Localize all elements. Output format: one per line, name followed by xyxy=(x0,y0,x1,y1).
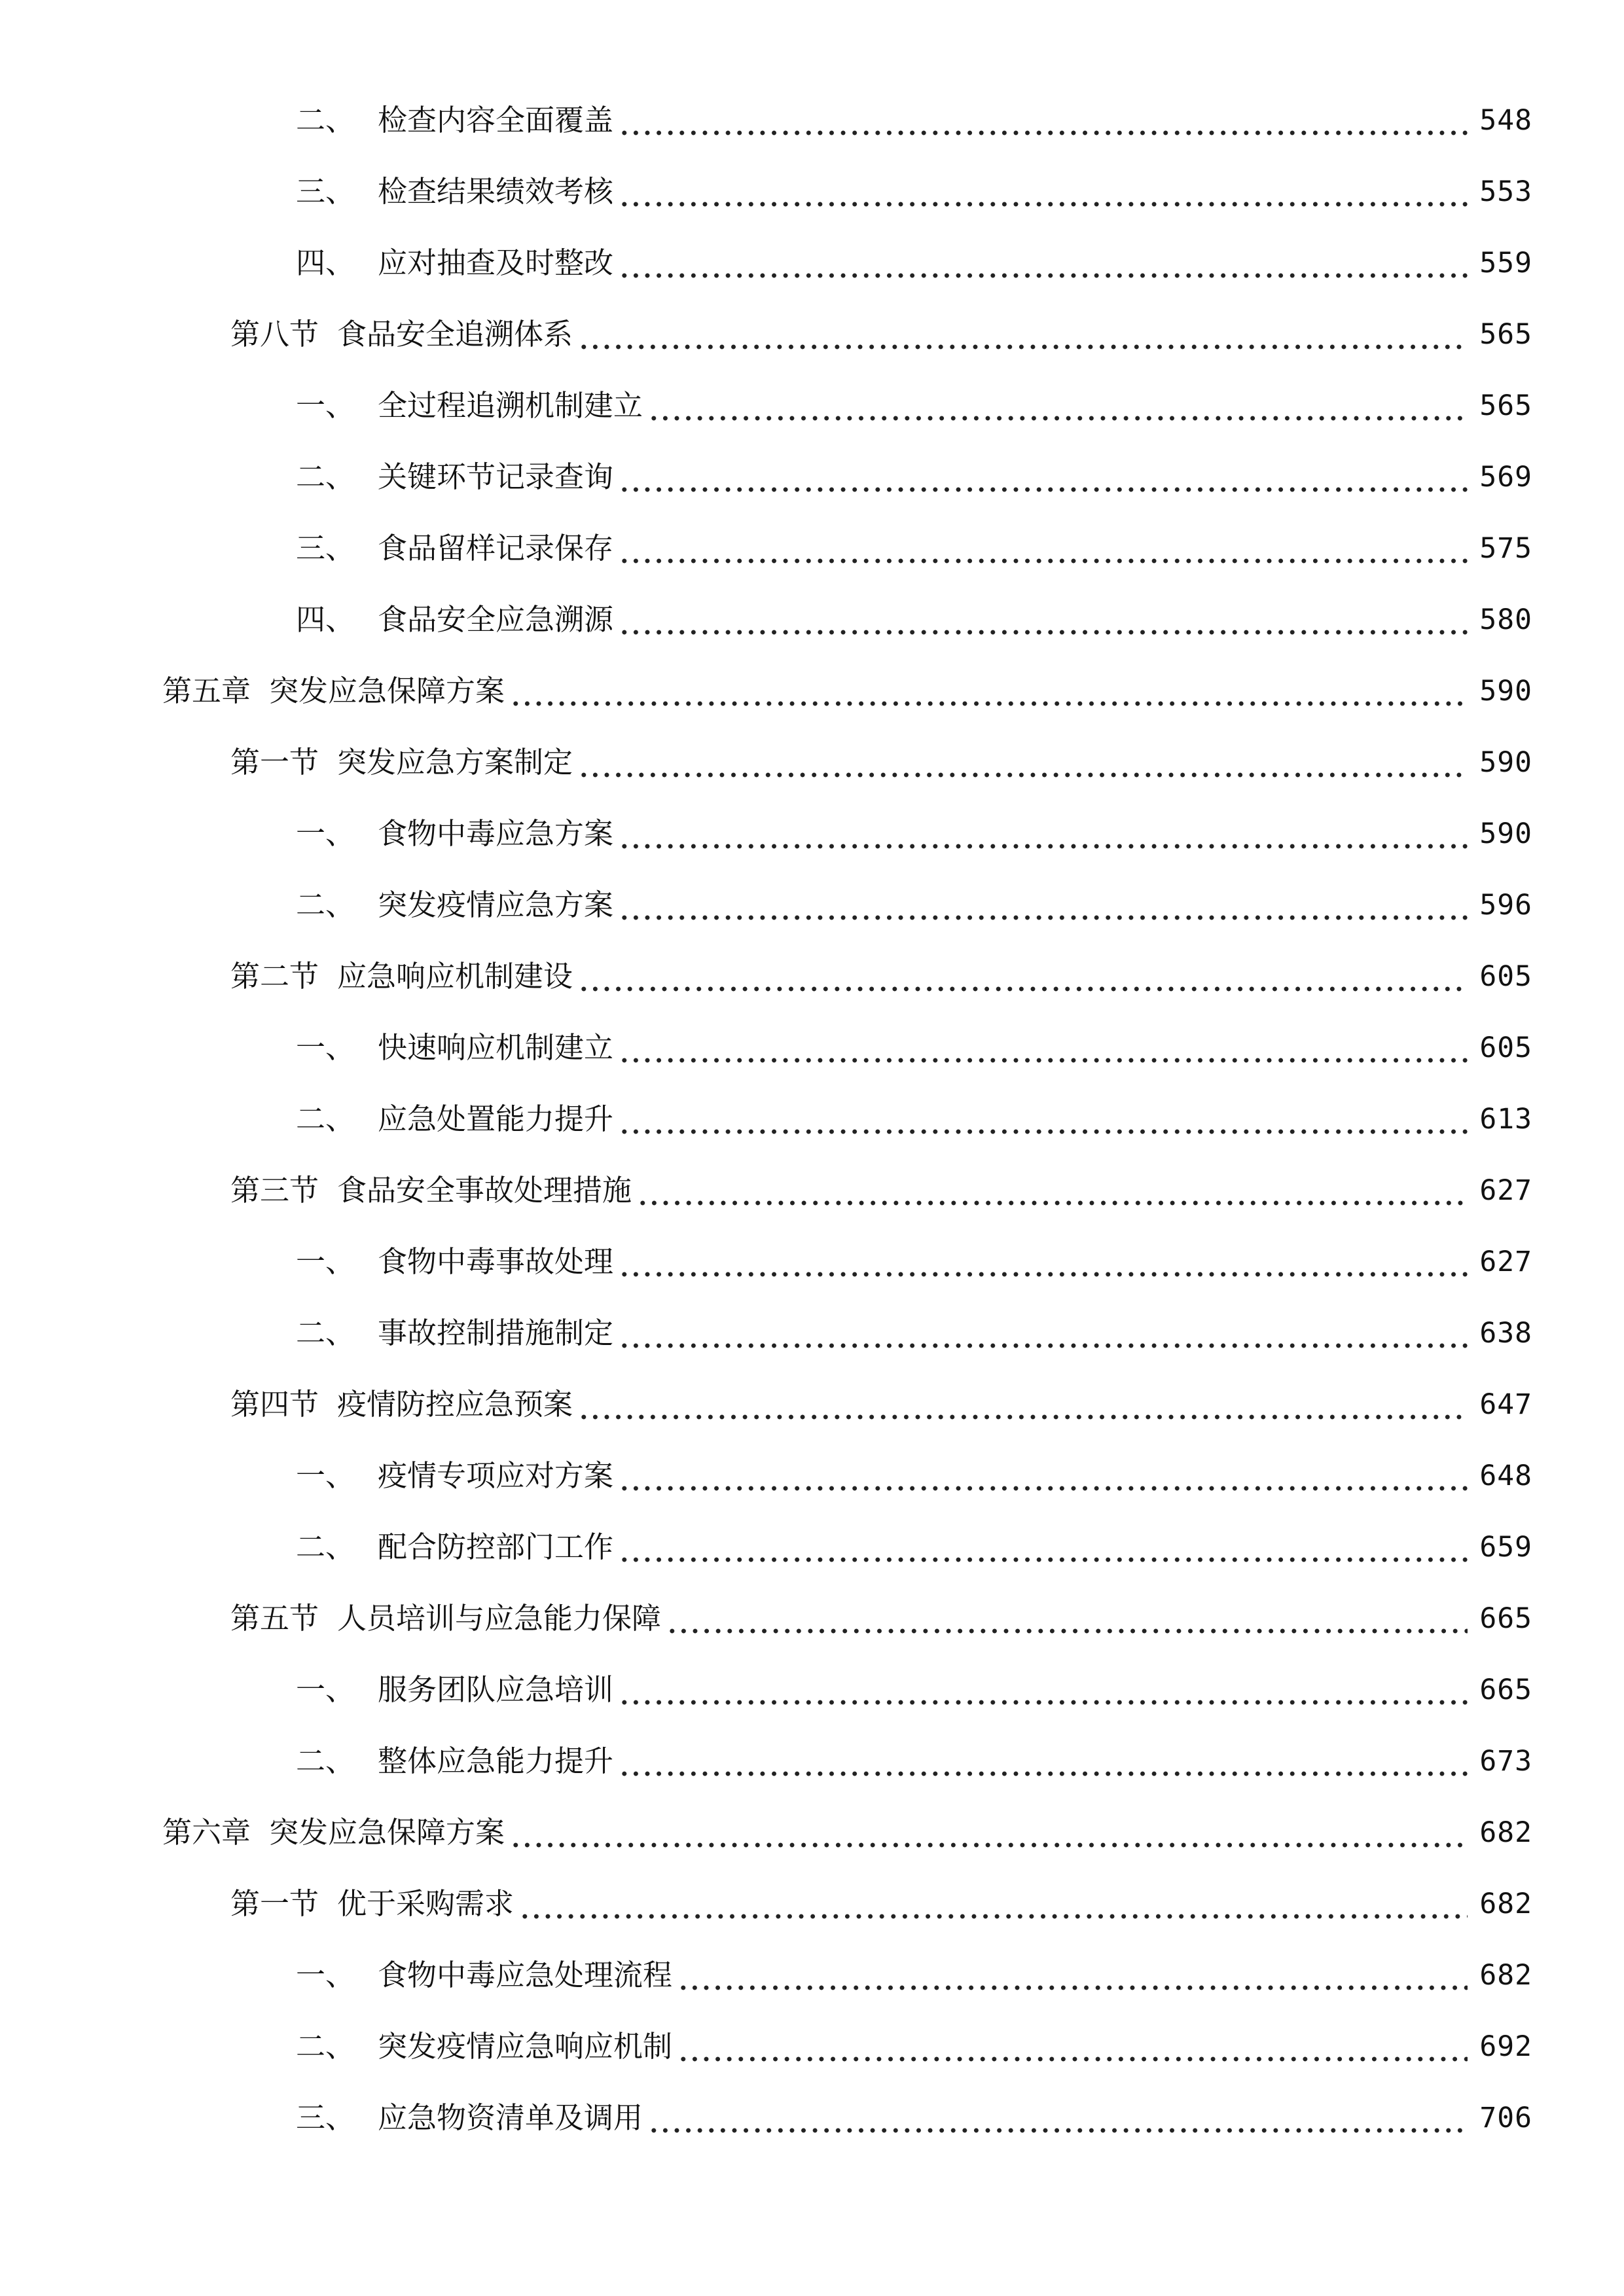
toc-entry-title: 关键环节记录查询 xyxy=(378,459,614,494)
toc-entry-number: 四、 xyxy=(296,602,355,637)
toc-entry[interactable] xyxy=(296,1310,1532,1357)
toc-entry[interactable] xyxy=(296,168,1532,215)
toc-entry-title: 应对抽查及时整改 xyxy=(378,245,614,280)
toc-entry-number: 第三节 xyxy=(230,1173,319,1208)
toc-entry-title: 人员培训与应急能力保障 xyxy=(337,1601,662,1636)
dot-leader xyxy=(637,1167,1468,1214)
toc-entry-page: 638 xyxy=(1479,1317,1532,1350)
toc-entry[interactable] xyxy=(296,97,1532,144)
toc-entry[interactable] xyxy=(230,1167,1532,1214)
toc-entry-number: 一、 xyxy=(296,1672,355,1707)
toc-entry-number: 第五节 xyxy=(230,1601,319,1636)
toc-entry-number: 一、 xyxy=(296,1458,355,1493)
toc-entry-number: 第五章 xyxy=(162,673,251,708)
toc-entry-page: 569 xyxy=(1479,461,1532,493)
toc-entry-title: 疫情防控应急预案 xyxy=(337,1387,573,1422)
dot-leader xyxy=(619,525,1468,572)
dot-leader xyxy=(619,1666,1468,1713)
toc-entry[interactable] xyxy=(296,525,1532,572)
toc-entry-number: 二、 xyxy=(296,1744,355,1778)
dot-leader xyxy=(619,97,1468,144)
toc-entry-page: 590 xyxy=(1479,746,1532,779)
dot-leader xyxy=(578,739,1468,786)
toc-entry-title: 食物中毒应急方案 xyxy=(378,816,614,851)
toc-entry[interactable] xyxy=(296,1738,1532,1785)
dot-leader xyxy=(519,1880,1468,1928)
toc-entry[interactable] xyxy=(230,311,1532,358)
toc-entry-title: 快速响应机制建立 xyxy=(378,1030,614,1065)
dot-leader xyxy=(677,1952,1468,1999)
dot-leader xyxy=(510,668,1468,715)
toc-entry[interactable] xyxy=(296,2023,1532,2070)
toc-entry-number: 第一节 xyxy=(230,745,319,780)
toc-entry-number: 第二节 xyxy=(230,959,319,994)
toc-entry-title: 食品留样记录保存 xyxy=(378,531,614,565)
toc-entry-title: 应急物资清单及调用 xyxy=(378,2100,643,2135)
toc-entry-number: 三、 xyxy=(296,2100,355,2135)
dot-leader xyxy=(648,382,1468,429)
toc-entry-page: 590 xyxy=(1479,675,1532,708)
toc-entry-page: 665 xyxy=(1479,1674,1532,1706)
dot-leader xyxy=(619,810,1468,857)
toc-entry-number: 二、 xyxy=(296,459,355,494)
dot-leader xyxy=(619,882,1468,929)
toc-entry-page: 648 xyxy=(1479,1460,1532,1492)
toc-entry-page: 627 xyxy=(1479,1246,1532,1278)
toc-entry-number: 一、 xyxy=(296,1244,355,1279)
toc-entry[interactable] xyxy=(296,240,1532,287)
toc-entry-title: 应急处置能力提升 xyxy=(378,1102,614,1136)
toc-entry-title: 服务团队应急培训 xyxy=(378,1672,614,1707)
toc-entry-page: 692 xyxy=(1479,2030,1532,2063)
toc-entry-number: 一、 xyxy=(296,1958,355,1992)
toc-entry-number: 二、 xyxy=(296,888,355,922)
dot-leader xyxy=(619,1238,1468,1285)
toc-entry-page: 575 xyxy=(1479,532,1532,565)
toc-entry[interactable] xyxy=(230,1381,1532,1428)
toc-entry-title: 优于采购需求 xyxy=(337,1886,514,1921)
dot-leader xyxy=(619,1452,1468,1499)
toc-entry-number: 第六章 xyxy=(162,1815,251,1850)
toc-entry-title: 疫情专项应对方案 xyxy=(378,1458,614,1493)
toc-entry-page: 659 xyxy=(1479,1531,1532,1564)
toc-entry-page: 605 xyxy=(1479,960,1532,993)
toc-entry-number: 第四节 xyxy=(230,1387,319,1422)
toc-entry-title: 检查结果绩效考核 xyxy=(378,174,614,209)
toc-entry-page: 548 xyxy=(1479,104,1532,137)
toc-entry-number: 第一节 xyxy=(230,1886,319,1921)
toc-entry[interactable] xyxy=(230,953,1532,1000)
toc-entry-page: 665 xyxy=(1479,1602,1532,1635)
toc-entry-number: 三、 xyxy=(296,174,355,209)
dot-leader xyxy=(619,1096,1468,1143)
toc-entry[interactable] xyxy=(296,1524,1532,1571)
toc-entry-title: 整体应急能力提升 xyxy=(378,1744,614,1778)
dot-leader xyxy=(677,2023,1468,2070)
toc-entry[interactable] xyxy=(230,739,1532,786)
toc-entry-page: 580 xyxy=(1479,603,1532,636)
toc-entry-page: 590 xyxy=(1479,817,1532,850)
toc-entry-title: 应急响应机制建设 xyxy=(337,959,573,994)
toc-entry[interactable] xyxy=(296,1952,1532,1999)
toc-entry-number: 第八节 xyxy=(230,317,319,351)
toc-entry[interactable] xyxy=(296,882,1532,929)
dot-leader xyxy=(619,1024,1468,1071)
toc-entry[interactable] xyxy=(162,1809,1532,1856)
toc-entry-number: 一、 xyxy=(296,816,355,851)
toc-entry-title: 事故控制措施制定 xyxy=(378,1316,614,1350)
dot-leader xyxy=(619,454,1468,501)
toc-entry-page: 605 xyxy=(1479,1031,1532,1064)
toc-entry-page: 706 xyxy=(1479,2102,1532,2134)
toc-entry-number: 二、 xyxy=(296,103,355,137)
toc-entry-number: 二、 xyxy=(296,1102,355,1136)
toc-entry-page: 553 xyxy=(1479,175,1532,208)
toc-entry-number: 二、 xyxy=(296,1530,355,1564)
toc-entry-page: 565 xyxy=(1479,318,1532,351)
dot-leader xyxy=(510,1809,1468,1856)
toc-entry-page: 627 xyxy=(1479,1174,1532,1207)
toc-entry-title: 突发疫情应急响应机制 xyxy=(378,2029,673,2064)
toc-entry-title: 食品安全事故处理措施 xyxy=(337,1173,632,1208)
toc-entry[interactable] xyxy=(296,1452,1532,1499)
toc-entry-number: 四、 xyxy=(296,245,355,280)
toc-entry-page: 647 xyxy=(1479,1388,1532,1421)
toc-entry[interactable] xyxy=(230,1595,1532,1642)
toc-entry-number: 三、 xyxy=(296,531,355,565)
toc-entry-number: 一、 xyxy=(296,388,355,423)
toc-entry-title: 全过程追溯机制建立 xyxy=(378,388,643,423)
dot-leader xyxy=(578,953,1468,1000)
toc-entry-number: 二、 xyxy=(296,1316,355,1350)
toc-entry-title: 突发应急保障方案 xyxy=(269,673,505,708)
toc-entry-title: 突发应急保障方案 xyxy=(269,1815,505,1850)
toc-entry-title: 食品安全追溯体系 xyxy=(337,317,573,351)
toc-entry-title: 突发疫情应急方案 xyxy=(378,888,614,922)
toc-entry[interactable] xyxy=(296,382,1532,429)
toc-entry-page: 682 xyxy=(1479,1888,1532,1920)
toc-entry-page: 559 xyxy=(1479,247,1532,279)
toc-entry-page: 682 xyxy=(1479,1959,1532,1992)
dot-leader xyxy=(619,1310,1468,1357)
toc-entry[interactable] xyxy=(296,1238,1532,1285)
dot-leader xyxy=(619,596,1468,643)
toc-entry[interactable] xyxy=(296,1666,1532,1713)
toc-entry[interactable] xyxy=(296,2094,1532,2142)
toc-entry-page: 613 xyxy=(1479,1103,1532,1136)
dot-leader xyxy=(666,1595,1468,1642)
toc-entry-page: 596 xyxy=(1479,889,1532,922)
dot-leader xyxy=(619,1738,1468,1785)
toc-entry[interactable] xyxy=(296,1096,1532,1143)
toc-entry[interactable] xyxy=(230,1880,1532,1928)
toc-entry[interactable] xyxy=(296,454,1532,501)
dot-leader xyxy=(648,2094,1468,2142)
toc-entry-title: 突发应急方案制定 xyxy=(337,745,573,780)
toc-entry-page: 682 xyxy=(1479,1816,1532,1849)
toc-entry-title: 食物中毒事故处理 xyxy=(378,1244,614,1279)
toc-entry-title: 检查内容全面覆盖 xyxy=(378,103,614,137)
dot-leader xyxy=(578,311,1468,358)
toc-entry-page: 565 xyxy=(1479,389,1532,422)
dot-leader xyxy=(619,1524,1468,1571)
dot-leader xyxy=(578,1381,1468,1428)
toc-entry-title: 食物中毒应急处理流程 xyxy=(378,1958,673,1992)
toc-entry[interactable] xyxy=(296,1024,1532,1071)
dot-leader xyxy=(619,168,1468,215)
toc-entry-title: 配合防控部门工作 xyxy=(378,1530,614,1564)
toc-entry[interactable] xyxy=(296,596,1532,643)
toc-entry-number: 二、 xyxy=(296,2029,355,2064)
toc-entry[interactable] xyxy=(296,810,1532,857)
toc-entry-page: 673 xyxy=(1479,1745,1532,1778)
toc-entry-title: 食品安全应急溯源 xyxy=(378,602,614,637)
toc-entry-number: 一、 xyxy=(296,1030,355,1065)
toc-entry[interactable] xyxy=(162,668,1532,715)
dot-leader xyxy=(619,240,1468,287)
